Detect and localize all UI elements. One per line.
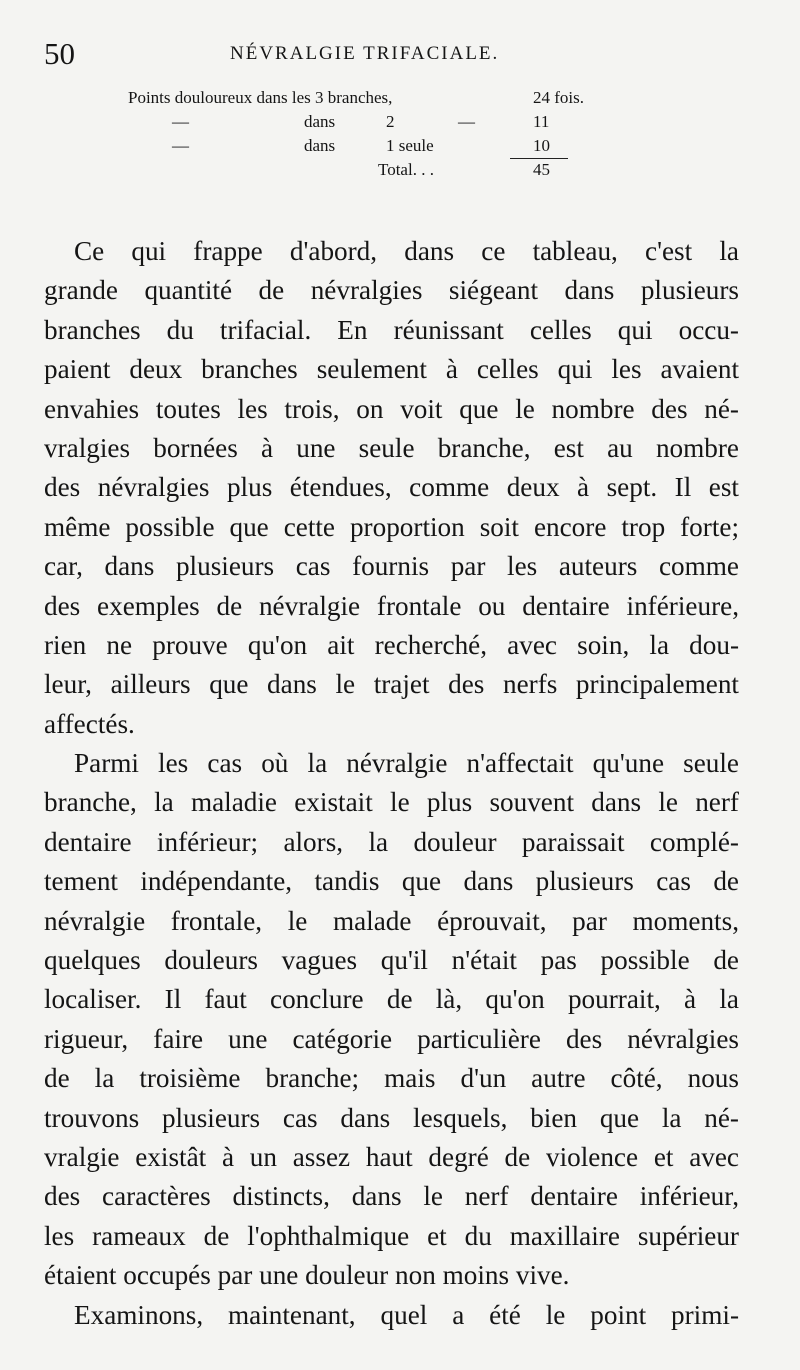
text-line: même possible que cette proportion soit encore trop forte; bbox=[44, 511, 739, 542]
text-line: rien ne prouve qu'on ait recherché, avec soin, la dou- bbox=[44, 629, 739, 660]
row-dash: — bbox=[172, 136, 189, 155]
text-line: affectés. bbox=[44, 708, 135, 739]
text-line: dentaire inférieur; alors, la douleur paraissait complé- bbox=[44, 826, 739, 857]
text-line: des caractères distincts, dans le nerf dentaire inférieur, bbox=[44, 1181, 739, 1212]
text-line: névralgie frontale, le malade éprouvait, par moments, bbox=[44, 905, 739, 936]
page-header bbox=[44, 36, 744, 72]
total-count: 45 bbox=[533, 160, 550, 179]
row-count: 10 bbox=[533, 136, 550, 155]
total-label: Total. . . bbox=[378, 160, 434, 179]
text-line: étaient occupés par une douleur non moins vive. bbox=[44, 1260, 570, 1291]
text-line: rigueur, faire une catégorie particulière des névralgies bbox=[44, 1023, 739, 1054]
text-line: Parmi les cas où la névralgie n'affectait qu'une seule bbox=[74, 748, 739, 779]
table-row bbox=[128, 110, 608, 134]
text-line: leur, ailleurs que dans le trajet des nerfs principalement bbox=[44, 669, 739, 700]
text-line: vralgies bornées à une seule branche, est au nombre bbox=[44, 432, 739, 463]
table-row-total bbox=[128, 158, 608, 182]
body-text bbox=[44, 232, 739, 1335]
row-dash: — bbox=[172, 112, 189, 131]
text-line: tement indépendante, tandis que dans plusieurs cas de bbox=[44, 866, 739, 897]
text-line: trouvons plusieurs cas dans lesquels, bien que la né- bbox=[44, 1102, 739, 1133]
text-line: car, dans plusieurs cas fournis par les auteurs comme bbox=[44, 551, 739, 582]
table-row bbox=[128, 86, 608, 110]
text-line: des névralgies plus étendues, comme deux à sept. Il est bbox=[44, 472, 739, 503]
text-line: des exemples de névralgie frontale ou dentaire inférieure, bbox=[44, 590, 739, 621]
text-line: quelques douleurs vagues qu'il n'était pas possible de bbox=[44, 945, 739, 976]
row-label: Points douloureux dans les 3 branches, bbox=[128, 88, 393, 107]
text-line: envahies toutes les trois, on voit que le nombre des né- bbox=[44, 393, 739, 424]
row-branches: 2 bbox=[386, 112, 395, 131]
text-line: paient deux branches seulement à celles qui les avaient bbox=[44, 354, 739, 385]
statistics-table bbox=[128, 86, 608, 182]
text-line: grande quantité de névralgies siégeant dans plusieurs bbox=[44, 275, 739, 306]
page-number: 50 bbox=[44, 36, 75, 71]
row-branches: 1 seule bbox=[386, 136, 434, 155]
text-line: vralgie existât à un assez haut degré de violence et avec bbox=[44, 1141, 739, 1172]
text-line: localiser. Il faut conclure de là, qu'on pourrait, à la bbox=[44, 984, 739, 1015]
table-row bbox=[128, 134, 608, 158]
text-line: les rameaux de l'ophthalmique et du maxillaire supérieur bbox=[44, 1220, 739, 1251]
row-count: 24 fois. bbox=[533, 88, 584, 107]
row-dash-second: — bbox=[458, 112, 475, 131]
paragraph bbox=[44, 1296, 739, 1335]
text-line: branches du trifacial. En réunissant celles qui occu- bbox=[44, 314, 739, 345]
text-line: Examinons, maintenant, quel a été le point primi- bbox=[74, 1299, 739, 1330]
paragraph bbox=[44, 232, 739, 744]
row-dans: dans bbox=[304, 112, 336, 131]
text-line: Ce qui frappe d'abord, dans ce tableau, c'est la bbox=[74, 236, 739, 266]
text-line: de la troisième branche; mais d'un autre côté, nous bbox=[44, 1063, 739, 1094]
text-line: branche, la maladie existait le plus souvent dans le nerf bbox=[44, 787, 739, 818]
running-title: NÉVRALGIE TRIFACIALE. bbox=[230, 43, 500, 64]
row-dans: dans bbox=[304, 136, 336, 155]
row-count: 11 bbox=[533, 112, 550, 131]
paragraph bbox=[44, 744, 739, 1295]
